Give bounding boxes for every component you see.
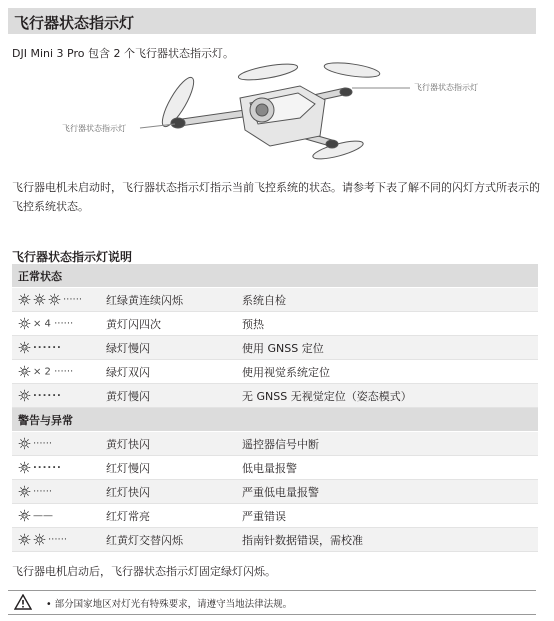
table-row	[12, 384, 538, 408]
blink-pattern: × 2 ······	[33, 366, 74, 378]
led-sun-icon	[18, 485, 31, 498]
table-row	[12, 528, 538, 552]
group-label: 正常状态	[12, 264, 538, 288]
light-description: 红灯慢闪	[106, 456, 242, 480]
status-meaning: 使用 GNSS 定位	[242, 336, 538, 360]
svg-text:Y: Y	[38, 537, 41, 543]
description-paragraph: 飞行器电机未启动时，飞行器状态指示灯指示当前飞控系统的状态。请参考下表了解不同的闪灯方式所表示的飞控系统状态。	[12, 181, 540, 213]
table-row	[12, 456, 538, 480]
status-meaning: 系统自检	[242, 288, 538, 312]
warning-box	[8, 590, 536, 615]
blink-pattern-cell	[12, 456, 106, 480]
table-row	[12, 288, 538, 312]
blink-pattern: ······	[33, 486, 53, 498]
svg-text:R: R	[23, 297, 26, 303]
blink-pattern: ——	[33, 510, 53, 522]
svg-text:Y: Y	[53, 297, 56, 303]
table-group-header	[12, 408, 538, 432]
blink-pattern-cell	[12, 360, 106, 384]
table-row	[12, 312, 538, 336]
light-description: 红黄灯交替闪烁	[106, 528, 242, 552]
blink-pattern-cell	[12, 504, 106, 528]
blink-pattern: ······	[33, 342, 62, 354]
table-row	[12, 360, 538, 384]
status-meaning: 低电量报警	[242, 456, 538, 480]
status-meaning: 使用视觉系统定位	[242, 360, 538, 384]
light-description: 黄灯快闪	[106, 432, 242, 456]
blink-pattern: ······	[63, 294, 83, 306]
led-sun-icon	[18, 341, 31, 354]
light-description: 绿灯双闪	[106, 360, 242, 384]
status-table	[12, 264, 538, 552]
drone-drawing	[0, 58, 554, 168]
status-meaning: 严重低电量报警	[242, 480, 538, 504]
svg-text:G: G	[37, 297, 42, 303]
status-meaning: 指南针数据错误，需校准	[242, 528, 538, 552]
led-sun-icon	[18, 389, 31, 402]
status-meaning: 严重错误	[242, 504, 538, 528]
light-description: 黄灯闪四次	[106, 312, 242, 336]
intro-text: DJI Mini 3 Pro 包含 2 个飞行器状态指示灯。	[12, 47, 234, 60]
light-description: 绿灯慢闪	[106, 336, 242, 360]
status-meaning: 预热	[242, 312, 538, 336]
section-title-bar	[8, 8, 536, 34]
blink-pattern: ······	[33, 462, 62, 474]
table-title: 飞行器状态指示灯说明	[12, 250, 133, 264]
blink-pattern: × 4 ······	[33, 318, 74, 330]
group-label: 警告与异常	[12, 408, 538, 432]
led-sun-icon	[33, 293, 46, 306]
blink-pattern-cell	[12, 336, 106, 360]
light-description: 黄灯慢闪	[106, 384, 242, 408]
svg-text:R: R	[23, 465, 26, 471]
after-start-text: 飞行器电机启动后，飞行器状态指示灯固定绿灯闪烁。	[12, 565, 276, 578]
blink-pattern-cell	[12, 312, 106, 336]
svg-text:G: G	[22, 345, 27, 351]
svg-text:Y: Y	[23, 321, 26, 327]
svg-text:G: G	[22, 369, 27, 375]
blink-pattern: ······	[33, 438, 53, 450]
blink-pattern-cell	[12, 432, 106, 456]
led-sun-icon	[33, 533, 46, 546]
led-sun-icon	[18, 533, 31, 546]
page-title: 飞行器状态指示灯	[14, 14, 135, 32]
warning-text: • 部分国家地区对灯光有特殊要求，请遵守当地法律法规。	[46, 599, 293, 610]
table-group-header	[12, 264, 538, 288]
table-row	[12, 504, 538, 528]
svg-text:Y: Y	[23, 441, 26, 447]
status-meaning: 遥控器信号中断	[242, 432, 538, 456]
blink-pattern: ······	[33, 390, 62, 402]
table-row	[12, 480, 538, 504]
svg-text:R: R	[23, 489, 26, 495]
status-meaning: 无 GNSS 无视觉定位（姿态模式）	[242, 384, 538, 408]
led-sun-icon	[48, 293, 61, 306]
led-sun-icon	[18, 293, 31, 306]
blink-pattern-cell	[12, 288, 106, 312]
svg-text:R: R	[23, 537, 26, 543]
blink-pattern-cell	[12, 480, 106, 504]
svg-text:Y: Y	[23, 393, 26, 399]
led-sun-icon	[18, 437, 31, 450]
table-row	[12, 432, 538, 456]
blink-pattern-cell	[12, 384, 106, 408]
table-row	[12, 336, 538, 360]
led-sun-icon	[18, 317, 31, 330]
led-sun-icon	[18, 365, 31, 378]
light-description: 红灯常亮	[106, 504, 242, 528]
svg-text:R: R	[23, 513, 26, 519]
light-description: 红灯快闪	[106, 480, 242, 504]
led-callout-left: 飞行器状态指示灯	[62, 124, 126, 133]
warning-triangle-icon	[14, 594, 32, 610]
blink-pattern-cell	[12, 528, 106, 552]
blink-pattern: ······	[48, 534, 68, 546]
led-sun-icon	[18, 509, 31, 522]
drone-illustration	[0, 58, 554, 168]
light-description: 红绿黄连续闪烁	[106, 288, 242, 312]
led-callout-right: 飞行器状态指示灯	[414, 83, 478, 92]
led-sun-icon	[18, 461, 31, 474]
